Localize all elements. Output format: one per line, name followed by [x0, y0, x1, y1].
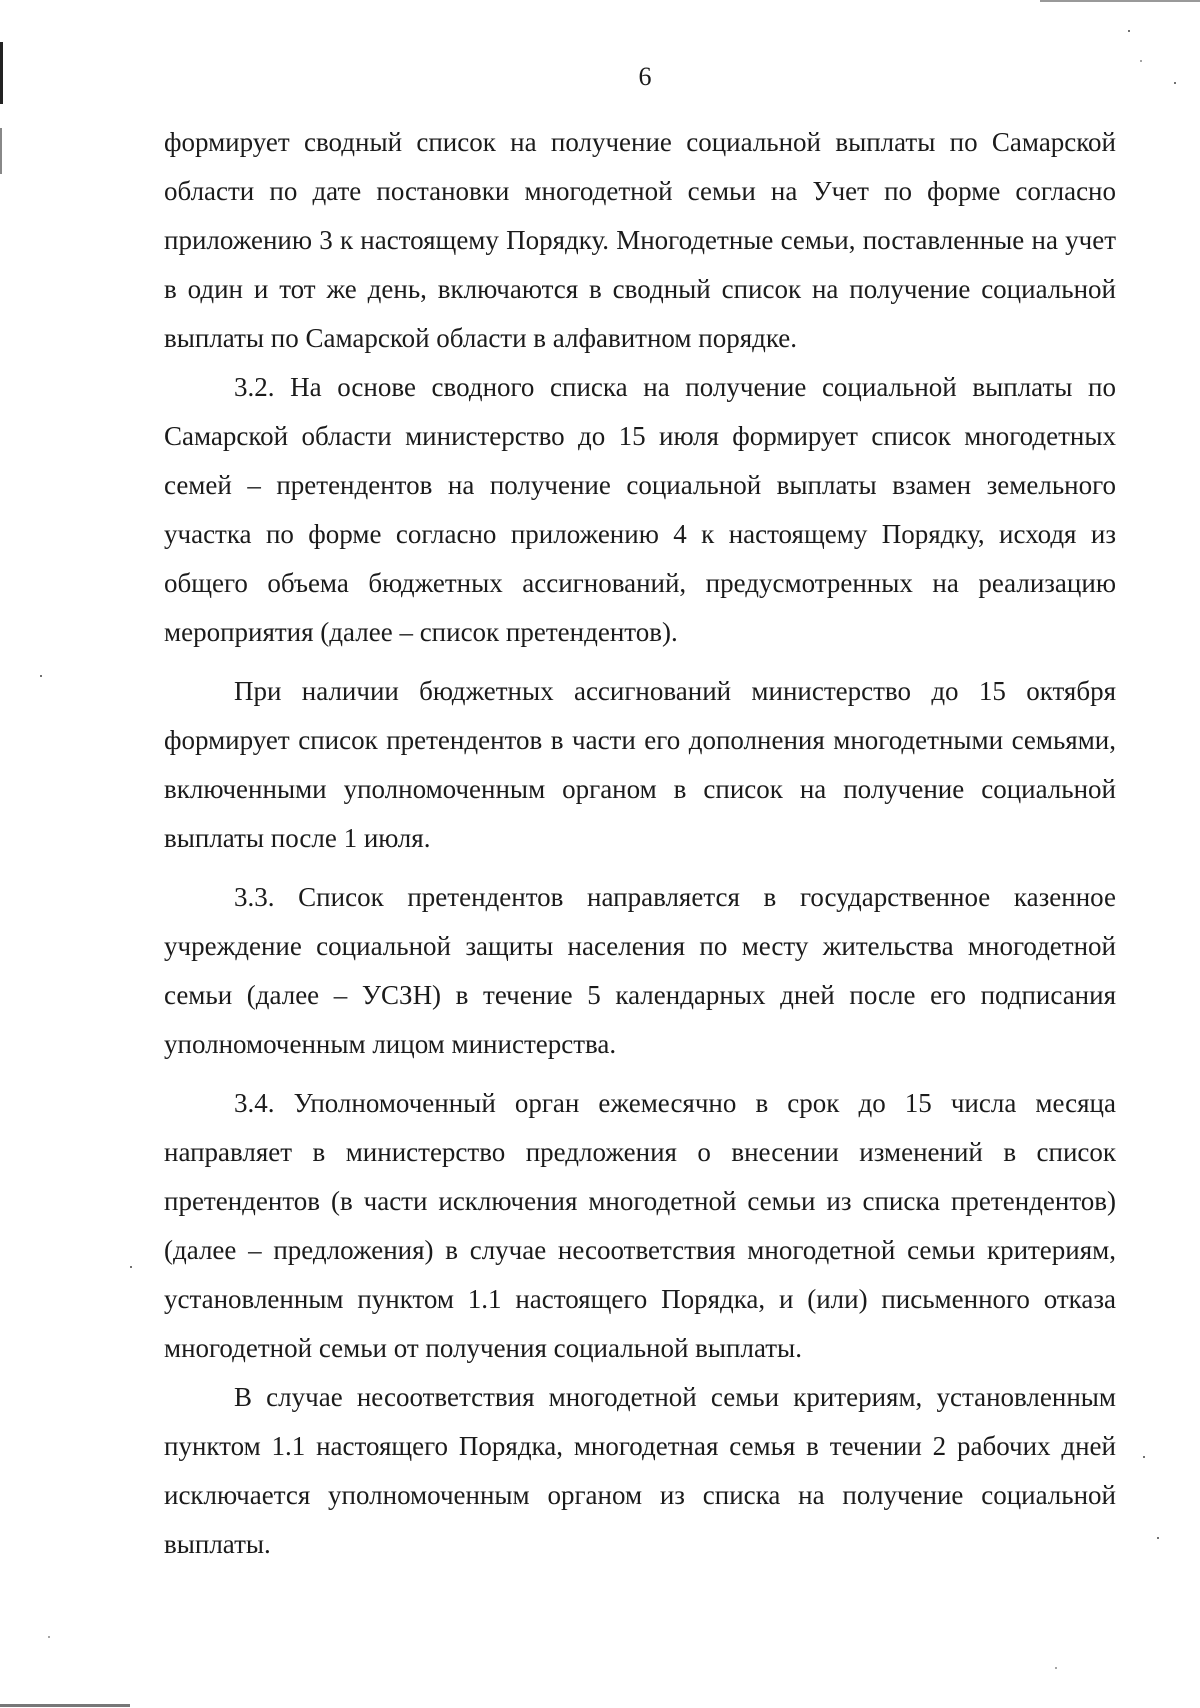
scan-speck: [1128, 30, 1130, 32]
paragraph-exclusion: В случае несоответствия многодетной семьи критериям, установленным пунктом 1.1 настоящего Порядка, многодетная семья в течении 2 рабочих дней исключается уполномоченным органом из списка на получение социальной выплаты.: [164, 1382, 1116, 1559]
scan-speck: [40, 675, 42, 677]
scan-edge-mark-bottom: [0, 1704, 130, 1707]
paragraph-3-4: 3.4. Уполномоченный орган ежемесячно в срок до 15 числа месяца направляет в министерство предложения о внесении изменений в список претендентов (в части исключения многодетной семьи из списка претендентов) (далее – предложения) в случае несоответствия многодетной семьи критериям, установленным пунктом 1.1 настоящего Порядка, и (или) письменного отказа многодетной семьи от получения социальной выплаты.: [164, 1088, 1116, 1363]
page-number: 6: [638, 62, 652, 91]
scan-speck: [1055, 1667, 1057, 1669]
paragraph-3-2: 3.2. На основе сводного списка на получение социальной выплаты по Самарской области министерство до 15 июля формирует список многодетных семей – претендентов на получение социальной выплаты взамен земельного участка по форме согласно приложению 4 к настоящему Порядку, исходя из общего объема бюджетных ассигнований, предусмотренных на реализацию мероприятия (далее – список претендентов).: [164, 372, 1116, 647]
paragraph-3-3: 3.3. Список претендентов направляется в государственное казенное учреждение социальной защиты населения по месту жительства многодетной семьи (далее – УСЗН) в течение 5 календарных дней после его подписания уполномоченным лицом министерства.: [164, 882, 1116, 1059]
scan-speck: [130, 1266, 132, 1268]
scan-edge-mark-left-lower: [0, 128, 2, 174]
scan-edge-mark-top: [1040, 0, 1200, 2]
document-body: [164, 118, 1116, 1569]
scan-speck: [48, 1636, 50, 1638]
paragraph-budget-allocations: При наличии бюджетных ассигнований министерство до 15 октября формирует список претендентов в части его дополнения многодетными семьями, включенными уполномоченным органом в список на получение социальной выплаты после 1 июля.: [164, 676, 1116, 853]
scan-speck: [1143, 1456, 1145, 1458]
scan-speck: [1157, 1537, 1159, 1539]
paragraph-continuation: формирует сводный список на получение социальной выплаты по Самарской области по дате постановки многодетной семьи на Учет по форме согласно приложению 3 к настоящему Порядку. Многодетные семьи, поставленные на учет в один и тот же день, включаются в сводный список на получение социальной выплаты по Самарской области в алфавитном порядке.: [164, 127, 1116, 353]
